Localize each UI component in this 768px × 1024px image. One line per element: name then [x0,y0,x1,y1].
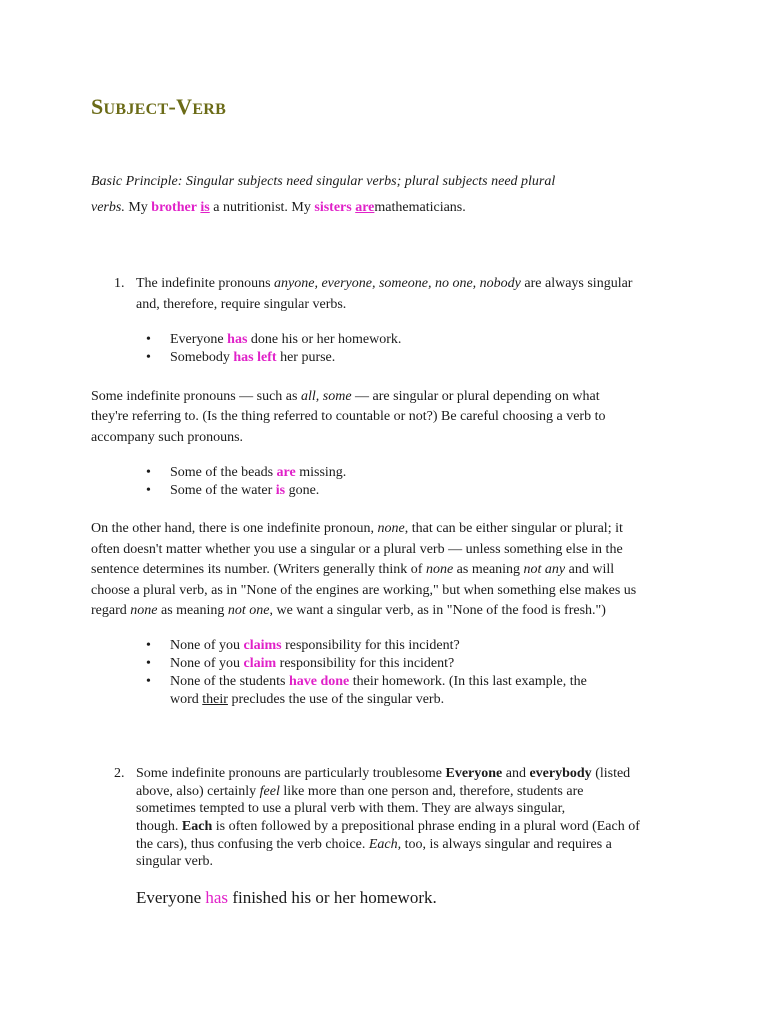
highlight-verb: claim [243,656,277,671]
item2-line-1 [136,765,630,783]
example-text: a nutritionist. My [209,200,315,215]
item2-line-3: sometimes tempted to use a plural verb with them. They are always singular, [136,801,566,816]
item1-text: are always singular [520,276,633,291]
none-bullet-list [170,637,587,691]
list-item [170,482,346,500]
item2-text: above, also) certainly [136,784,260,799]
bullet-text: Some of the water [170,483,276,498]
title-ubject: UBJECT [103,101,169,118]
none-bullet-3-line-2 [170,691,444,709]
title-dash: - [168,94,177,119]
item1-line-1 [136,275,632,293]
item2-line-4 [136,818,640,836]
bullet-text: responsibility for this incident? [281,638,460,653]
bullet-text: None of the students [170,674,289,689]
bold-each: Each [181,819,213,834]
none-para-line-2: often doesn't matter whether you use a singular or a plural verb — unless something else in the [91,542,623,557]
example-text: My [124,200,152,215]
highlight-verb: is [275,483,286,498]
highlight-brother: brother [151,200,197,215]
example-text: finished his or her homework. [228,888,437,907]
para-text: and will [565,562,615,577]
highlight-verb: are [276,465,296,480]
para-italic: none [130,603,158,618]
page-title [91,94,226,120]
bullet-text: Everyone [170,332,228,347]
para-italic: none [425,562,454,577]
principle-verbs: verbs. [91,200,125,215]
bullet-text: gone. [285,483,320,498]
underlined-their: their [202,692,228,707]
some-para-line-1 [91,388,600,406]
some-para-line-3: accompany such pronouns. [91,430,244,445]
bullet-text: None of you [170,656,244,671]
bullet-text: None of you [170,638,244,653]
bullet-text: missing. [295,465,347,480]
item1-text: The indefinite pronouns [136,276,275,291]
item2-text: though. [136,819,182,834]
bold-everyone: Everyone [445,766,503,781]
item2-example [136,888,437,908]
title-v: V [176,94,193,119]
principle-text: Basic Principle: Singular subjects need singular verbs; plural subjects need plural [91,174,556,189]
bullet-text: word [170,692,203,707]
example-text: mathematicians. [374,200,466,215]
example-text: Everyone [136,888,206,907]
item2-text: and [502,766,530,781]
item2-line-5 [136,836,612,854]
item2-line-2 [136,783,583,801]
para-italic: not any [523,562,566,577]
para-text: as meaning [453,562,524,577]
title-s: S [91,94,104,119]
item2-text: like more than one person and, therefore, students are [279,784,584,799]
para-italic: all, some [300,389,352,404]
list-item [170,349,401,367]
list-number-2: 2. [114,766,125,781]
para-text: — are singular or plural depending on what [351,389,600,404]
item2-text: the cars), thus confusing the verb choice. [136,837,369,852]
principle-line-1 [91,173,555,191]
highlight-is: is [200,200,210,215]
item2-line-6: singular verb. [136,854,213,869]
item2-text: (listed [591,766,631,781]
item2-italic: Each, [368,837,402,852]
bullet-text: Some of the beads [170,465,277,480]
highlight-verb: have done [288,674,350,689]
para-text: , we want a singular verb, as in "None of the food is fresh.") [269,603,606,618]
item2-italic: feel [259,784,280,799]
para-text: , that can be either singular or plural; it [404,521,623,536]
para-italic: none [377,521,405,536]
none-para-line-1 [91,520,623,538]
highlight-verb: has [227,332,248,347]
highlight-verb: claims [243,638,282,653]
none-para-line-5 [91,602,606,620]
list-number-1: 1. [114,276,125,291]
some-para-line-2: they're referring to. (Is the thing referred to countable or not?) Be careful choosing a verb to [91,409,606,424]
item1-pronouns: anyone, everyone, someone, no one, nobody [274,276,521,291]
para-text: On the other hand, there is one indefinite pronoun, [91,521,378,536]
item2-text: too, is always singular and requires a [401,837,612,852]
highlight-sisters: sisters [314,200,352,215]
item2-text: is often followed by a prepositional phrase ending in a plural word (Each of [212,819,640,834]
item1-bullet-list [170,331,401,367]
list-item [170,331,401,349]
none-para-line-4: choose a plural verb, as in "None of the engines are working," but when something else makes us [91,583,637,598]
bullet-text: her purse. [276,350,336,365]
list-item [170,655,587,673]
principle-line-2 [91,199,466,217]
none-para-line-3 [91,561,614,579]
list-item [170,673,587,691]
bold-everybody: everybody [529,766,592,781]
bullet-text: Somebody [170,350,234,365]
highlight-verb: has left [233,350,277,365]
highlight-are: are [355,200,375,215]
para-italic: not one [227,603,270,618]
para-text: as meaning [157,603,228,618]
item2-text: Some indefinite pronouns are particularly troublesome [136,766,446,781]
title-erb: ERB [192,101,227,118]
item1-line-2: and, therefore, require singular verbs. [136,297,347,312]
bullet-text: precludes the use of the singular verb. [227,692,445,707]
para-text: sentence determines its number. (Writers generally think of [91,562,426,577]
list-item [170,637,587,655]
bullet-text: responsibility for this incident? [276,656,455,671]
list-item [170,464,346,482]
some-bullet-list [170,464,346,500]
bullet-text: their homework. (In this last example, the [349,674,587,689]
para-text: Some indefinite pronouns — such as [91,389,301,404]
para-text: regard [91,603,131,618]
highlight-verb: has [205,888,229,907]
bullet-text: done his or her homework. [247,332,402,347]
